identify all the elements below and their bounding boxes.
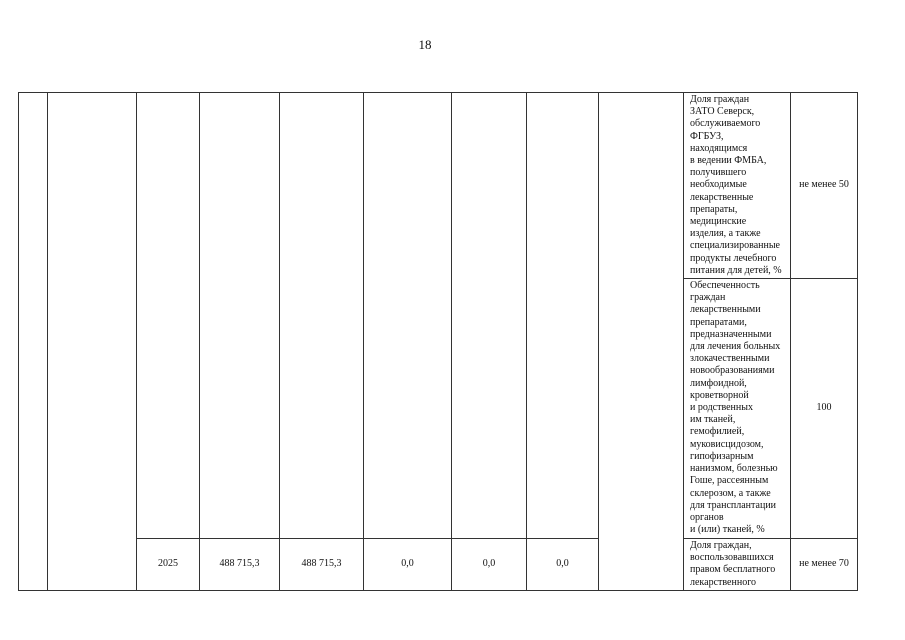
data-table — [18, 92, 858, 591]
target-cell: 100 — [791, 279, 858, 539]
indicator-cell — [684, 279, 791, 539]
table-row — [19, 539, 858, 591]
regional-cell: 0,0 — [364, 539, 452, 591]
other-cell — [527, 93, 599, 539]
regional-cell — [364, 93, 452, 539]
local-cell: 0,0 — [452, 539, 527, 591]
target-cell: не менее 70 — [791, 539, 858, 591]
indicator-text: Обеспеченность граждан лекарственными препаратами, предназначенными для лечения больных злокачественными новообразованиями лимфоидной, кроветворной и родственных им тканей, гемофилией, муковисцидозом, гипофизарным нанизмом, болезнью Гоше, рассеянным склерозом, а также для трансплантации органов и (или) тканей, % — [690, 280, 781, 536]
federal-cell — [280, 93, 364, 539]
task-cell — [48, 93, 137, 591]
total-cell — [200, 93, 280, 539]
local-cell — [452, 93, 527, 539]
year-cell — [137, 93, 200, 539]
indicator-text: Доля граждан ЗАТО Северск, обслуживаемого ФГБУЗ, находящимся в ведении ФМБА, получившего необходимые лекарственные препараты, медицинские изделия, а также специализированные продукты лечебного питания для детей, % — [690, 94, 782, 276]
indicator-cell — [684, 539, 791, 591]
year-cell: 2025 — [137, 539, 200, 591]
indicator-cell — [684, 93, 791, 279]
indicator-text: Доля граждан, воспользовавшихся правом бесплатного лекарственного — [690, 540, 776, 588]
total-cell: 488 715,3 — [200, 539, 280, 591]
page-number: 18 — [418, 37, 432, 52]
other-cell: 0,0 — [527, 539, 599, 591]
number-cell — [19, 93, 48, 591]
federal-cell: 488 715,3 — [280, 539, 364, 591]
executor-cell — [599, 93, 684, 591]
target-cell: не менее 50 — [791, 93, 858, 279]
table-row — [19, 93, 858, 279]
